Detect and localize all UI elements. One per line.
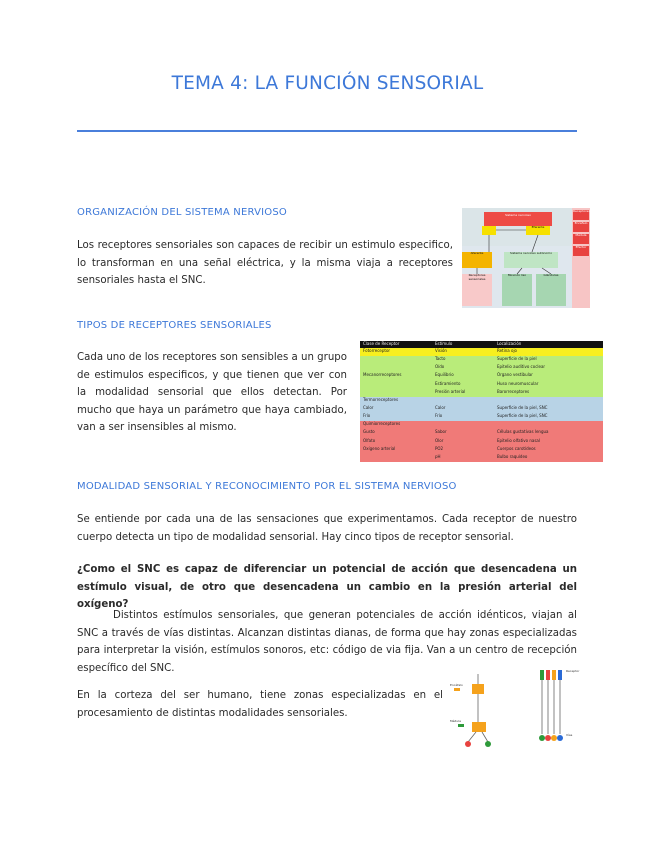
table-cell (432, 421, 494, 429)
side-label: Receptores (573, 210, 589, 220)
table-row (360, 405, 603, 413)
table-cell: Visión (435, 348, 447, 353)
table-cell: Frío (363, 413, 371, 419)
page-title: TEMA 4: LA FUNCIÓN SENSORIAL (171, 73, 484, 94)
right-pathway (539, 670, 563, 741)
diagram-smooth-muscle-box: Músculo liso (502, 274, 532, 306)
section-paragraph-modality: Se entiende por cada una de las sensaciones que experimentamos. Cada receptor de nuestro cuerpo detecta un tipo de modalidad sensorial. Hay cinco tipos de receptor sensorial. (77, 514, 577, 543)
table-cell: Sabor (435, 429, 447, 435)
table-row (360, 397, 603, 405)
diagram-receptors-box: Receptores sensoriales (462, 274, 492, 306)
receptor-types-table (360, 341, 603, 462)
table-cell: Estiramiento (435, 380, 461, 386)
section-heading-sensory-modality: MODALIDAD SENSORIAL Y RECONOCIMIENTO POR EL SISTEMA NERVIOSO (77, 481, 457, 492)
table-cell: Huso neuromuscular (497, 380, 539, 386)
table-cell: Quimiorreceptores (363, 421, 401, 427)
table-header-cell: Estímulo (432, 341, 494, 348)
table-cell: Calor (435, 404, 446, 410)
table-cell: Termorreceptores (363, 396, 399, 402)
table-cell: Frío (435, 413, 443, 419)
side-label: Encéfalo (573, 222, 589, 232)
table-cell: Epitelio olfativo nasal (497, 437, 540, 443)
diagram-glands-box: Glándulas (536, 274, 566, 306)
side-label: Efector (573, 246, 589, 256)
table-cell: PO2 (435, 445, 444, 451)
table-cell: Oxígeno arterial (363, 445, 396, 451)
table-cell (360, 381, 432, 389)
diagram-top-box: Sistema nervioso (484, 212, 552, 226)
table-cell (360, 356, 432, 364)
table-cell (360, 389, 432, 397)
table-cell: Cuerpos carotídeos (497, 445, 536, 451)
table-cell: pH (435, 453, 441, 459)
table-cell: Órgano vestibular (497, 372, 533, 378)
table-cell: Superficie de la piel, SNC (497, 404, 548, 410)
diagram-afferent-box: Aferente (462, 252, 492, 268)
diagram-label: Médula (450, 719, 461, 723)
section-paragraph-pathways: Distintos estímulos sensoriales, que generan potenciales de acción idénticos, viajan al SNC a través de vías distintas. Alcanzan distintas dianas, de forma que hay zonas especializadas para interpretar la visión, estímulos sonoros, etc: código de via fija. Van a un centro de recepción específico del SNC. (77, 610, 577, 674)
diagram-autonomic-box: Sistema nervioso autónomo (504, 252, 558, 268)
section-heading-receptor-types: TIPOS DE RECEPTORES SENSORIALES (77, 320, 272, 331)
table-row (360, 372, 603, 380)
table-cell: Gusto (363, 429, 375, 435)
table-cell: Mecanorreceptores (363, 372, 402, 378)
table-cell: Olor (435, 437, 444, 443)
table-cell (432, 397, 494, 405)
nervous-system-diagram (462, 208, 590, 308)
table-row (360, 421, 603, 429)
section-paragraph-cortex: En la corteza del ser humano, tiene zonas especializadas en el procesamiento de distintas modalidades sensoriales. (77, 690, 443, 719)
side-label: Médula (573, 234, 589, 244)
table-row (360, 446, 603, 454)
table-cell (494, 421, 603, 429)
table-cell (360, 454, 432, 462)
table-row (360, 438, 603, 446)
section-heading-organization: ORGANIZACIÓN DEL SISTEMA NERVIOSO (77, 207, 287, 218)
table-row (360, 364, 603, 372)
table-header-cell: Localización (494, 341, 603, 348)
table-row (360, 389, 603, 397)
table-cell: Retina ojo (497, 348, 518, 353)
table-cell: Epitelio auditivo coclear (497, 364, 546, 370)
title-underline (77, 130, 577, 132)
section-question: ¿Como el SNC es capaz de diferenciar un potencial de acción que desencadena un estímulo visual, de otro que desencadena un cambio en la presión arterial del oxígeno? (77, 564, 577, 610)
table-row (360, 381, 603, 389)
section-text-organization: Los receptores sensoriales son capaces de recibir un estimulo especifico, lo transforman en una señal eléctrica, y la misma viaja a receptores sensoriales hasta el SNC. (77, 240, 453, 286)
table-row (360, 429, 603, 437)
table-cell: Fotorreceptor (363, 348, 391, 353)
diagram-label: Encéfalo (450, 683, 463, 687)
diagram-label: Vías (566, 733, 573, 737)
diagram-label: Receptor (566, 669, 580, 673)
table-row (360, 413, 603, 421)
section-text-receptor-types: Cada uno de los receptores son sensibles a un grupo de estimulos especificos, y que tienen que ver con la modalidad sensorial que ellos detectan. Por mucho que haya un parámetro que haya cambiado, van a ser insensibles al mismo. (77, 352, 347, 433)
table-cell: Superficie de la piel (497, 356, 537, 362)
table-cell: Presión arterial (435, 388, 466, 394)
table-cell: Equilibrio (435, 372, 454, 378)
table-cell: Superficie de la piel, SNC (497, 413, 548, 419)
diagram-connectors (462, 208, 572, 278)
table-cell: Bulbo raquídeo (497, 453, 528, 459)
table-cell: Tacto (435, 356, 446, 362)
diagram-side-panel (572, 208, 590, 308)
table-header-cell: Clase de Receptor (360, 341, 432, 348)
table-row (360, 356, 603, 364)
table-cell: Calor (363, 404, 374, 410)
table-cell (494, 397, 603, 405)
table-cell (360, 364, 432, 372)
labeled-line-diagram (448, 664, 588, 756)
table-cell: Barorreceptores (497, 388, 530, 394)
table-header-row (360, 341, 603, 348)
table-cell: Olfato (363, 437, 376, 443)
table-cell: Oído (435, 364, 445, 370)
table-row (360, 454, 603, 462)
diagram-efferent-box: Eferente (526, 226, 550, 235)
table-cell: Células gustativas lengua (497, 429, 549, 435)
table-row (360, 348, 603, 356)
